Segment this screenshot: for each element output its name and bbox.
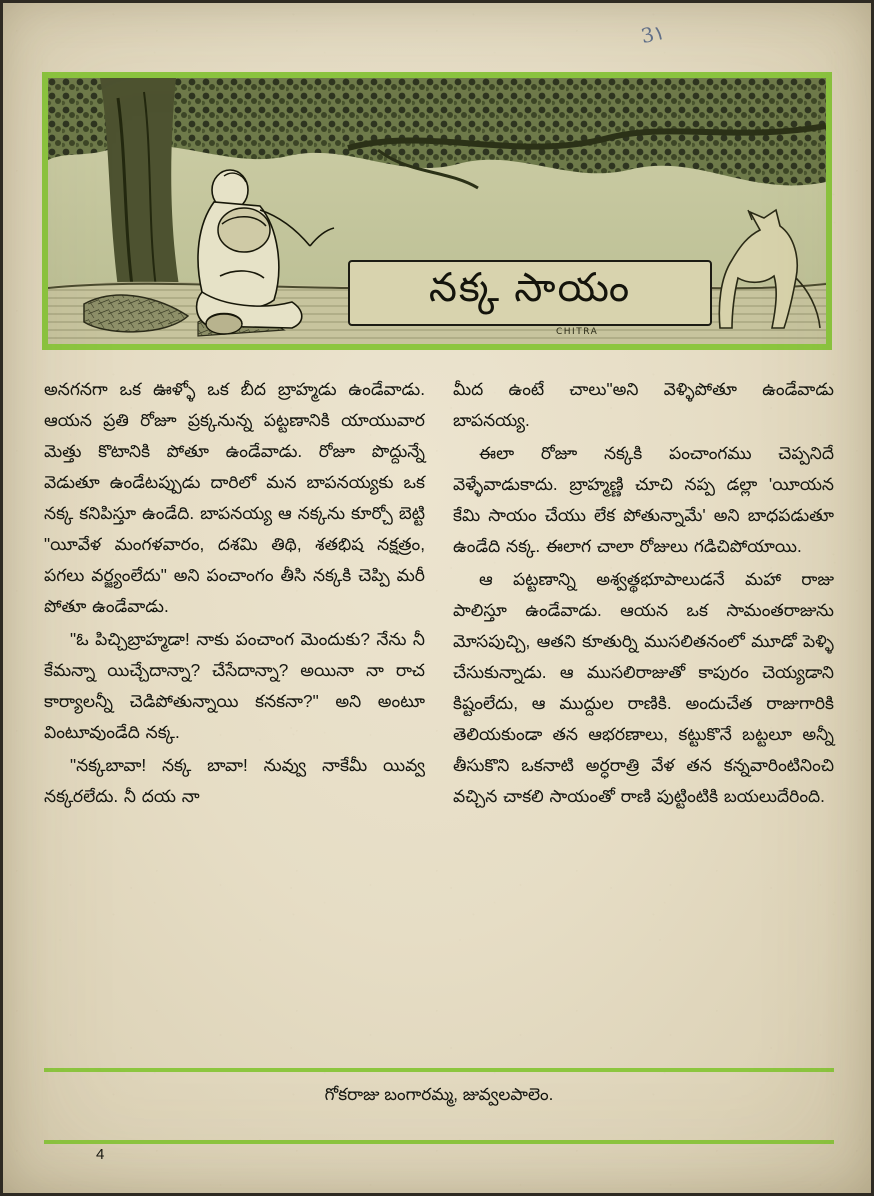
paragraph: "ఓ పిచ్చిబ్రాహ్మడా! నాకు పంచాంగ మెందుకు? నేను నీ కేమన్నా యిచ్చేదాన్నా? చేసేదాన్నా? అయినా నా రాచ కార్యాలన్నీ చెడిపోతున్నాయి కనకనా?" అని అంటూ వింటూవుండేది నక్క. (44, 629, 425, 742)
right-column (453, 374, 834, 814)
svg-text:CHITRA: CHITRA (556, 327, 599, 337)
article-body (44, 374, 834, 814)
paragraph: ఈలా రోజూ నక్కకి పంచాంగము చెప్పనిదే వెళ్ళేవాడుకాదు. బ్రాహ్మణ్ణి చూచి నప్ప డల్లా 'యీయన కేమి సాయం చేయు లేక పోతున్నామే' అని బాధపడుతూ ఉండేది నక్క. ఈలాగ చాలా రోజులు గడిచిపోయాయి. (453, 443, 834, 556)
page-number: 4 (96, 1146, 105, 1163)
illustration-banner (42, 72, 832, 350)
handwritten-page-number: 3١ (638, 19, 667, 49)
paragraph: "నక్కబావా! నక్క బావా! నువ్వు నాకేమీ యివ్వ నక్కరలేదు. నీ దయ నా (44, 755, 425, 806)
footer-rule-bottom (44, 1140, 834, 1144)
paragraph: మీద ఉంటే చాలు"అని వెళ్ళిపోతూ ఉండేవాడు బాపనయ్య. (453, 379, 834, 430)
paragraph: అనగనగా ఒక ఊళ్ళో ఒక బీద బ్రాహ్మడు ఉండేవాడు. ఆయన ప్రతి రోజూ ప్రక్కనున్న పట్టణానికి యాయువార మెత్తు కొటానికి పోతూ ఉండేవాడు. రోజూ పొద్దున్నే వెడుతూ ఉండేటప్పుడు దారిలో మన బాపనయ్యకు ఒక నక్క కనిపిస్తూ ఉండేది. బాపనయ్య ఆ నక్కను కూర్చో బెట్టి "యీవేళ మంగళవారం, దశమి తిథి, శతభిష నక్షత్రం, పగలు వర్జ్యంలేదు" అని పంచాంగం తీసి నక్కకి చెప్పి మరీ పోతూ ఉండేవాడు. (44, 379, 425, 616)
illustration-artwork (48, 78, 826, 344)
paragraph: ఆ పట్టణాన్ని అశ్వత్థభూపాలుడనే మహా రాజు పాలిస్తూ ఉండేవాడు. ఆయన ఒక సామంతరాజును మోసపుచ్చి, ఆతని కూతుర్ని ముసలితనంలో మూడో పెళ్ళి చేసుకున్నాడు. ఆ ముసలిరాజుతో కాపురం చెయ్యడాని కిష్టంలేదు, ఆ ముద్దుల రాణికి. అందుచేత రాజుగారికి తెలియకుండా తన ఆభరణాలు, కట్టుకొనే బట్టలూ అన్నీ తీసుకొని ఒకనాటి అర్ధరాత్రి వేళ తన కన్నవారింటినించి వచ్చిన చాకలి సాయంతో రాణి పుట్టింటికి బయలుదేరింది. (453, 569, 834, 806)
story-title: నక్క సాయం (348, 260, 712, 326)
left-column (44, 374, 425, 814)
footer-rule-top (44, 1068, 834, 1072)
author-credit: గోకరాజు బంగారమ్మ, జువ్వలపాలెం. (324, 1085, 554, 1104)
